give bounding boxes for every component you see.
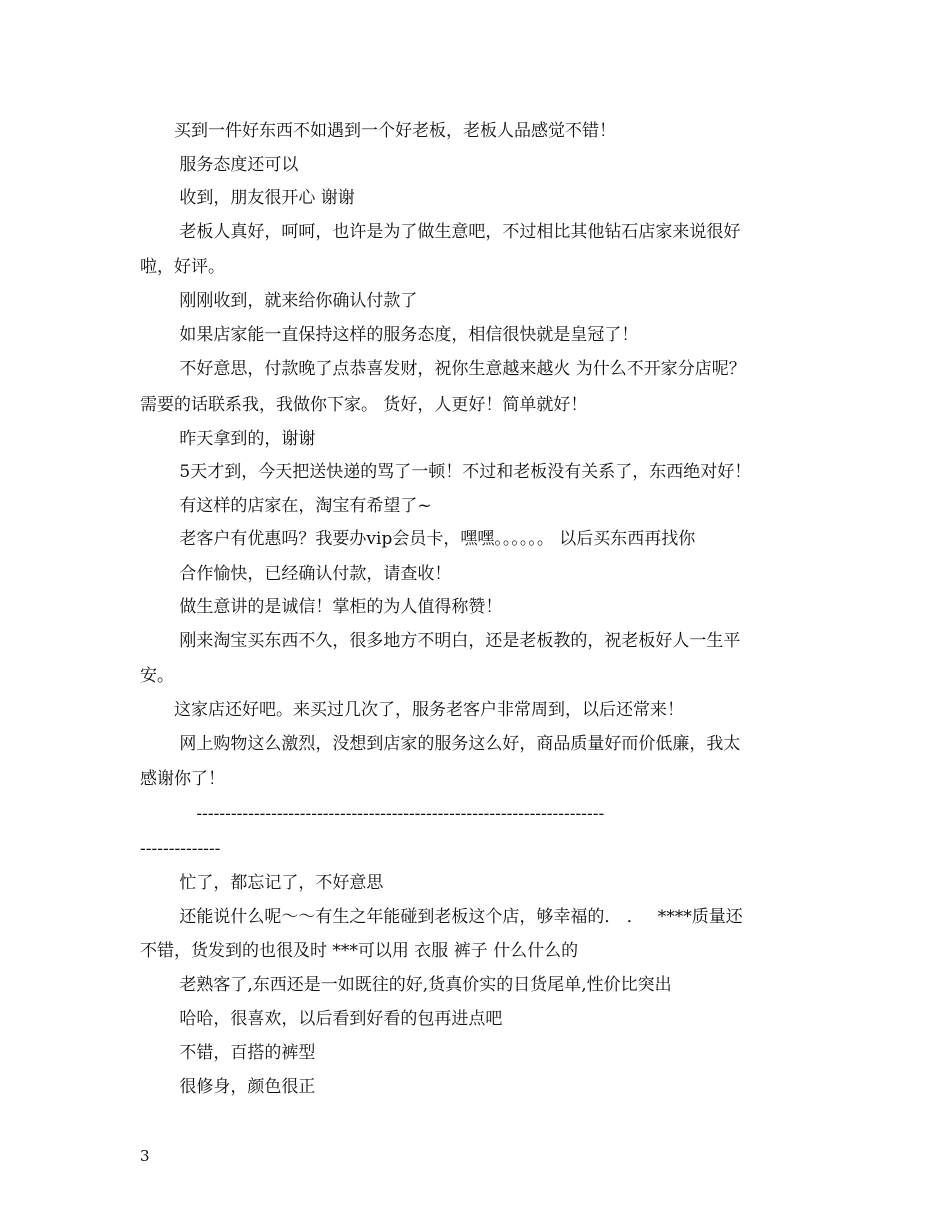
text-line: 需要的话联系我，我做你下家。 货好，人更好！简单就好！ — [140, 395, 588, 415]
text-line: 感谢你了！ — [140, 769, 225, 789]
text-line: 老客户有优惠吗？我要办vip会员卡，嘿嘿。。。。。。 以后买东西再找你 — [140, 529, 696, 549]
text-line: 有这样的店家在，淘宝有希望了~ — [140, 496, 432, 516]
text-line: 刚刚收到，就来给你确认付款了 — [140, 291, 418, 311]
text-line: 如果店家能一直保持这样的服务态度，相信很快就是皇冠了！ — [140, 325, 639, 345]
separator-line: ----------------------------------------------------------------------- — [140, 804, 605, 824]
text-line: 老熟客了,东西还是一如既往的好,货真价实的日货尾单,性价比突出 — [140, 975, 672, 995]
text-line: 不好意思，付款晚了点恭喜发财，祝你生意越来越火 为什么不开家分店呢？ — [140, 359, 746, 379]
text-line: 服务态度还可以 — [140, 155, 299, 175]
text-line: 很修身，颜色很正 — [140, 1077, 316, 1097]
text-line: 合作愉快，已经确认付款，请查收！ — [140, 564, 452, 584]
text-line: 网上购物这么激烈，没想到店家的服务这么好，商品质量好而价低廉，我太 — [140, 734, 741, 754]
text-line: 还能说什么呢～～有生之年能碰到老板这个店，够幸福的． ． ****质量还 — [140, 907, 743, 927]
text-line: 买到一件好东西不如遇到一个好老板，老板人品感觉不错！ — [140, 121, 616, 141]
text-line: 哈哈，很喜欢，以后看到好看的包再进点吧 — [140, 1009, 503, 1029]
text-line: 安。 — [140, 666, 174, 686]
separator-line: -------------- — [140, 839, 221, 859]
text-line: 啦，好评。 — [140, 257, 225, 277]
text-line: 做生意讲的是诚信！掌柜的为人值得称赞！ — [140, 597, 503, 617]
text-line: 收到，朋友很开心 谢谢 — [140, 188, 355, 208]
text-line: 不错，货发到的也很及时 ***可以用 衣服 裤子 什么什么的 — [140, 941, 579, 961]
text-line: 这家店还好吧。来买过几次了，服务老客户非常周到，以后还常来！ — [140, 700, 684, 720]
text-line: 不错，百搭的裤型 — [140, 1043, 316, 1063]
text-line: 5天才到，今天把送快递的骂了一顿！不过和老板没有关系了，东西绝对好！ — [140, 462, 752, 482]
text-line: 忙了，都忘记了，不好意思 — [140, 873, 384, 893]
text-line: 刚来淘宝买东西不久，很多地方不明白，还是老板教的，祝老板好人一生平 — [140, 631, 741, 651]
text-line: 老板人真好，呵呵，也许是为了做生意吧，不过相比其他钻石店家来说很好 — [140, 222, 741, 242]
page-number: 3 — [140, 1147, 150, 1165]
text-line: 昨天拿到的，谢谢 — [140, 429, 316, 449]
